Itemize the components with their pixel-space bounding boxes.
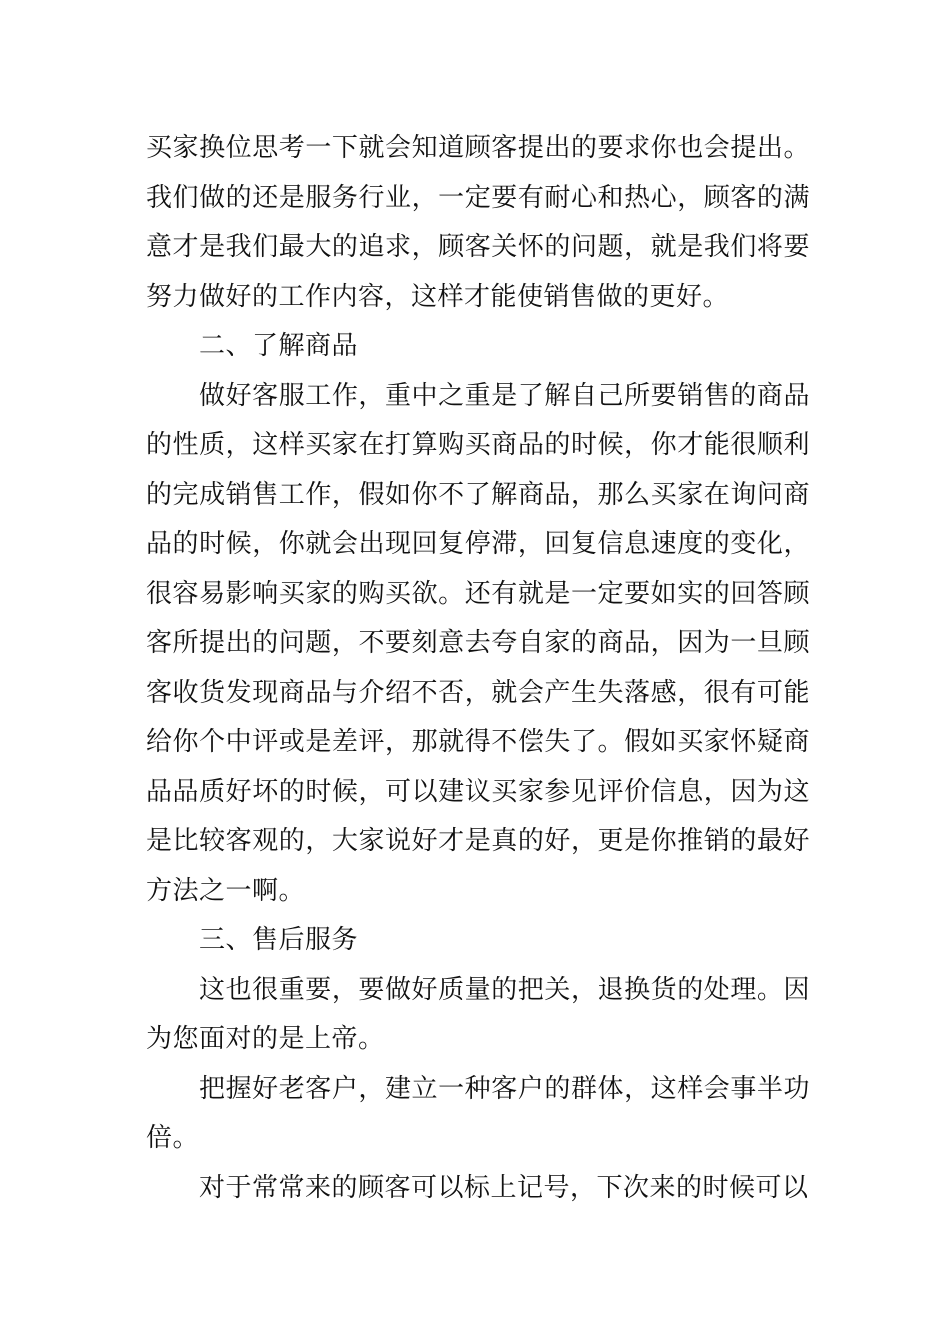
paragraph-continuation: 买家换位思考一下就会知道顾客提出的要求你也会提出。我们做的还是服务行业，一定要有耐心和热心，顾客的满意才是我们最大的追求，顾客关怀的问题，就是我们将要努力做好的工作内容，这样才能使销售做的更好。 [146,133,810,312]
paragraph-understand-products: 做好客服工作，重中之重是了解自己所要销售的商品的性质，这样买家在打算购买商品的时候，你才能很顺利的完成销售工作，假如你不了解商品，那么买家在询问商品的时候，你就会出现回复停滞，回复信息速度的变化，很容易影响买家的购买欲。还有就是一定要如实的回答顾客所提出的问题，不要刻意去夸自家的商品，因为一旦顾客收货发现商品与介绍不否，就会产生失落感，很有可能给你个中评或是差评，那就得不偿失了。假如买家怀疑商品品质好坏的时候，可以建议买家参见评价信息，因为这是比较客观的，大家说好才是真的好，更是你推销的最好方法之一啊。 [146,380,810,906]
paragraph-old-customers: 把握好老客户，建立一种客户的群体，这样会事半功倍。 [146,1073,810,1153]
document-body [146,124,810,1213]
section-heading-understand-products: 二、了解商品 [199,331,359,361]
section-heading-after-sales: 三、售后服务 [199,925,359,955]
paragraph-after-sales: 这也很重要，要做好质量的把关，退换货的处理。因为您面对的是上帝。 [146,974,810,1054]
paragraph-frequent-customers: 对于常常来的顾客可以标上记号，下次来的时候可以 [199,1172,809,1203]
